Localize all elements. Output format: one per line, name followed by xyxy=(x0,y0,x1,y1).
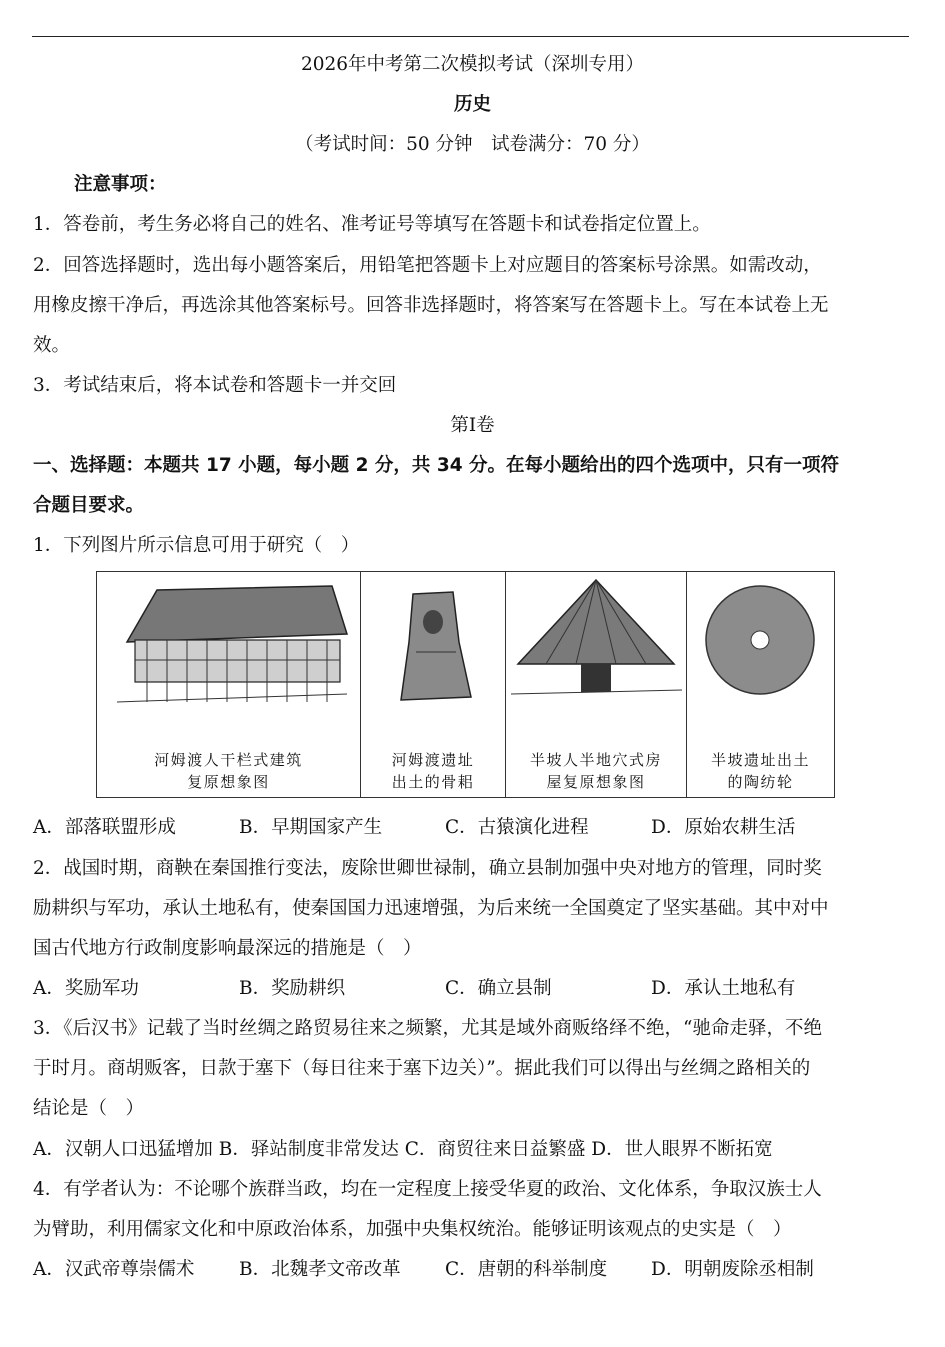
exam-title: 2026年中考第二次模拟考试（深圳专用） xyxy=(300,54,645,75)
q2-stem-line: 励耕织与军功，承认土地私有，使秦国国力迅速增强，为后来统一全国奠定了坚实基础。其中对中 xyxy=(33,898,829,919)
top-rule xyxy=(32,36,909,37)
notice-item: 2．回答选择题时，选出每小题答案后，用铅笔把答题卡上对应题目的答案标号涂黑。如需改动， xyxy=(33,255,822,276)
caption-bone-spade: 河姆渡遗址 出土的骨耜 xyxy=(391,751,475,791)
q1-option-c[interactable]: C．古猿演化进程 xyxy=(445,817,589,838)
image-cell-stilt-house xyxy=(97,572,361,797)
notice-item: 1．答卷前，考生务必将自己的姓名、准考证号等填写在答题卡和试卷指定位置上。 xyxy=(33,214,711,235)
q2-stem-line: 2．战国时期，商鞅在秦国推行变法，废除世卿世禄制，确立县制加强中央对地方的管理，同时奖 xyxy=(33,858,822,879)
q1-option-a[interactable]: A．部落联盟形成 xyxy=(33,817,176,838)
bone-spade-illustration xyxy=(361,572,506,722)
stilt-house-illustration xyxy=(97,572,361,722)
semi-pit-house-illustration xyxy=(506,572,687,722)
notice-item: 用橡皮擦干净后，再选涂其他答案标号。回答非选择题时，将答案写在答题卡上。写在本试卷上无 xyxy=(33,295,829,316)
section-heading: 一、选择题：本题共 17 小题，每小题 2 分，共 34 分。在每小题给出的四个选项中，只有一项符 xyxy=(33,455,840,476)
q3-options[interactable]: A．汉朝人口迅猛增加 B．驿站制度非常发达 C．商贸往来日益繁盛 D．世人眼界不断拓宽 xyxy=(33,1139,773,1160)
q3-stem-line: 于时月。商胡贩客，日款于塞下（每日往来于塞下边关）”。据此我们可以得出与丝绸之路相关的 xyxy=(33,1058,811,1079)
q1-options xyxy=(33,815,909,841)
notice-item: 3．考试结束后，将本试卷和答题卡一并交回 xyxy=(33,375,397,396)
image-cell-bone-spade xyxy=(361,572,506,797)
q2-option-b[interactable]: B．奖励耕织 xyxy=(239,978,346,999)
q4-option-a[interactable]: A．汉武帝尊崇儒术 xyxy=(33,1259,195,1280)
spinning-wheel-illustration xyxy=(687,572,834,722)
q1-option-d[interactable]: D．原始农耕生活 xyxy=(651,817,796,838)
q2-stem-line: 国古代地方行政制度影响最深远的措施是（ ） xyxy=(33,938,422,959)
q4-option-b[interactable]: B．北魏孝文帝改革 xyxy=(239,1259,401,1280)
q2-option-a[interactable]: A．奖励军功 xyxy=(33,978,139,999)
exam-info: （考试时间：50 分钟 试卷满分：70 分） xyxy=(295,134,650,155)
q4-stem-line: 4．有学者认为：不论哪个族群当政，均在一定程度上接受华夏的政治、文化体系，争取汉族士人 xyxy=(33,1179,822,1200)
image-cell-semi-pit-house xyxy=(506,572,687,797)
q4-options xyxy=(33,1257,909,1283)
notice-heading: 注意事项： xyxy=(74,174,167,195)
q2-options xyxy=(33,976,909,1002)
image-cell-spinning-wheel xyxy=(687,572,834,797)
q3-stem-line: 3．《后汉书》记载了当时丝绸之路贸易往来之频繁，尤其是域外商贩络绎不绝，“驰命走驿，不绝 xyxy=(33,1018,822,1039)
section-heading-cont: 合题目要求。 xyxy=(33,495,145,516)
volume-label: 第Ⅰ卷 xyxy=(450,415,495,436)
caption-spinning-wheel: 半坡遗址出土 的陶纺轮 xyxy=(710,751,810,791)
notice-item: 效。 xyxy=(33,335,71,356)
q1-option-b[interactable]: B．早期国家产生 xyxy=(239,817,383,838)
q1-stem: 1．下列图片所示信息可用于研究（ ） xyxy=(33,535,360,556)
q4-option-c[interactable]: C．唐朝的科举制度 xyxy=(445,1259,608,1280)
q2-option-d[interactable]: D．承认土地私有 xyxy=(651,978,796,999)
q4-stem-line: 为臂助，利用儒家文化和中原政治体系，加强中央集权统治。能够证明该观点的史实是（ ） xyxy=(33,1219,792,1240)
caption-semi-pit-house: 半坡人半地穴式房 屋复原想象图 xyxy=(529,751,662,791)
q4-option-d[interactable]: D．明朝废除丞相制 xyxy=(651,1259,814,1280)
q3-stem-line: 结论是（ ） xyxy=(33,1098,145,1119)
caption-stilt-house: 河姆渡人干栏式建筑 复原想象图 xyxy=(154,751,303,791)
q2-option-c[interactable]: C．确立县制 xyxy=(445,978,552,999)
subject-title: 历史 xyxy=(453,94,491,115)
q1-image-table xyxy=(96,571,835,798)
